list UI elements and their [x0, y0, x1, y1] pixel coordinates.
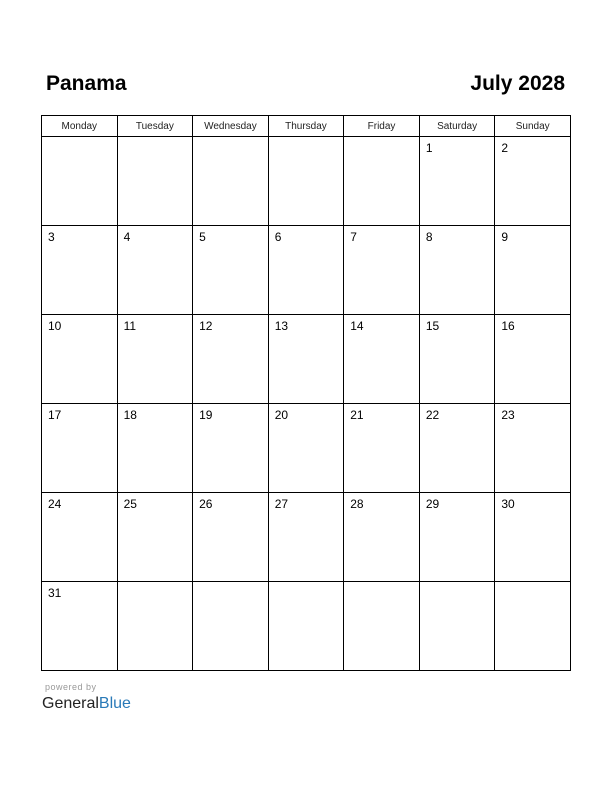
generalblue-logo[interactable] — [42, 694, 131, 714]
weekday-header-friday: Friday — [344, 116, 420, 137]
day-cell — [42, 582, 118, 671]
week-row — [42, 582, 571, 671]
day-number: 4 — [123, 230, 131, 244]
day-number: 23 — [501, 408, 515, 422]
day-number: 20 — [274, 408, 289, 422]
day-number: 28 — [350, 497, 364, 511]
month-year-title: July 2028 — [470, 72, 565, 95]
week-row — [42, 404, 571, 493]
weekday-header-thursday: Thursday — [268, 116, 344, 137]
day-cell — [42, 226, 118, 315]
day-cell — [117, 582, 193, 671]
day-cell — [193, 226, 269, 315]
brand-blue-text: Blue — [98, 695, 131, 712]
day-number: 19 — [199, 408, 213, 422]
day-cell — [344, 493, 420, 582]
day-cell — [495, 493, 571, 582]
day-cell — [344, 404, 420, 493]
day-cell — [193, 137, 269, 226]
day-cell — [42, 137, 118, 226]
day-number: 8 — [425, 230, 433, 244]
day-cell — [495, 404, 571, 493]
day-cell — [268, 582, 344, 671]
day-number: 29 — [425, 497, 440, 511]
day-cell — [117, 226, 193, 315]
powered-by-label: powered by — [45, 682, 97, 692]
day-number — [344, 582, 419, 586]
day-cell — [495, 315, 571, 404]
day-number: 9 — [501, 230, 509, 244]
day-number: 30 — [501, 497, 515, 511]
day-cell — [268, 404, 344, 493]
day-number: 17 — [48, 408, 62, 422]
day-cell — [117, 404, 193, 493]
calendar-grid — [41, 115, 571, 671]
day-number: 5 — [199, 230, 206, 244]
day-cell — [419, 226, 495, 315]
weekday-header-tuesday: Tuesday — [117, 116, 193, 137]
day-number: 22 — [425, 408, 440, 422]
day-cell — [495, 582, 571, 671]
day-cell — [268, 137, 344, 226]
day-number: 18 — [123, 408, 137, 422]
day-cell — [419, 137, 495, 226]
weekday-header-sunday: Sunday — [495, 116, 571, 137]
day-number: 24 — [48, 497, 62, 511]
day-number: 15 — [425, 319, 440, 333]
day-number: 3 — [48, 230, 55, 244]
day-cell — [117, 493, 193, 582]
day-cell — [268, 315, 344, 404]
country-title: Panama — [46, 72, 127, 95]
weekday-header-row — [42, 116, 571, 137]
day-number: 11 — [123, 319, 137, 333]
day-cell — [193, 493, 269, 582]
brand-general-text: General — [42, 695, 99, 712]
day-cell — [419, 582, 495, 671]
day-cell — [193, 404, 269, 493]
day-number — [269, 137, 344, 141]
day-cell — [42, 493, 118, 582]
day-number: 2 — [501, 141, 509, 155]
day-number: 10 — [48, 319, 62, 333]
day-cell — [193, 315, 269, 404]
day-number: 13 — [274, 319, 289, 333]
weekday-header-monday: Monday — [42, 116, 118, 137]
day-number — [42, 137, 117, 141]
weekday-header-saturday: Saturday — [419, 116, 495, 137]
day-number: 12 — [199, 319, 213, 333]
day-number: 14 — [350, 319, 364, 333]
day-cell — [344, 315, 420, 404]
day-cell — [268, 493, 344, 582]
week-row — [42, 137, 571, 226]
day-number — [118, 582, 193, 586]
day-number: 1 — [425, 141, 433, 155]
day-number: 16 — [501, 319, 515, 333]
day-number — [193, 137, 268, 141]
day-number — [193, 582, 268, 586]
day-cell — [419, 315, 495, 404]
day-number — [495, 582, 570, 586]
day-number: 21 — [350, 408, 364, 422]
day-cell — [117, 137, 193, 226]
weekday-header-wednesday: Wednesday — [193, 116, 269, 137]
day-number: 7 — [350, 230, 357, 244]
day-number: 6 — [274, 230, 282, 244]
week-row — [42, 226, 571, 315]
day-cell — [117, 315, 193, 404]
week-row — [42, 493, 571, 582]
day-number: 26 — [199, 497, 213, 511]
day-cell — [495, 226, 571, 315]
day-number — [269, 582, 344, 586]
day-cell — [344, 582, 420, 671]
day-cell — [268, 226, 344, 315]
day-number — [420, 582, 495, 586]
day-cell — [42, 404, 118, 493]
day-number — [118, 137, 193, 141]
week-row — [42, 315, 571, 404]
day-number: 27 — [274, 497, 289, 511]
day-number: 25 — [123, 497, 137, 511]
day-number: 31 — [48, 586, 62, 600]
day-number — [344, 137, 419, 141]
day-cell — [419, 493, 495, 582]
day-cell — [344, 226, 420, 315]
day-cell — [42, 315, 118, 404]
day-cell — [344, 137, 420, 226]
day-cell — [193, 582, 269, 671]
day-cell — [495, 137, 571, 226]
day-cell — [419, 404, 495, 493]
